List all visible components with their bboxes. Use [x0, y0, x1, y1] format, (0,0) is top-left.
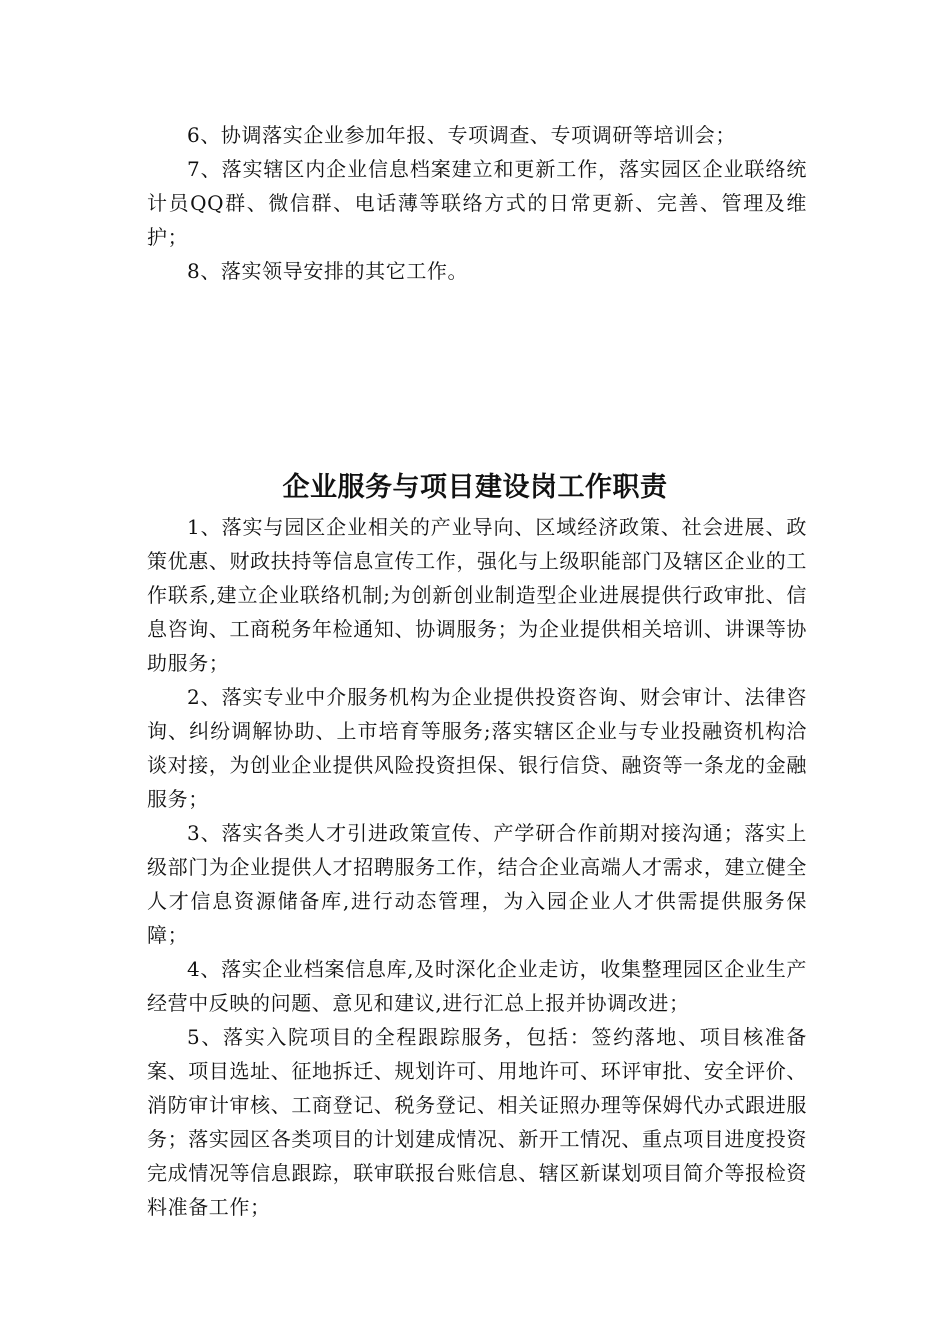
- service-duty-item-1: 1、落实与园区企业相关的产业导向、区域经济政策、社会进展、政策优惠、财政扶持等信息宣传工作，强化与上级职能部门及辖区企业的工作联系,建立企业联络机制;为创新创业制造型企业进展提供行政审批、信息咨询、工商税务年检通知、协调服务；为企业提供相关培训、讲课等协助服务；: [147, 515, 807, 675]
- service-duty-item-5: 5、落实入院项目的全程跟踪服务，包括：签约落地、项目核准备案、项目选址、征地拆迁、规划许可、用地许可、环评审批、安全评价、消防审计审核、工商登记、税务登记、相关证照办理等保姆代办式跟进服务；落实园区各类项目的计划建成情况、新开工情况、重点项目进度投资完成情况等信息跟踪，联审联报台账信息、辖区新谋划项目简介等报检资料准备工作；: [147, 1025, 807, 1219]
- enterprise-service-duty-list: [147, 510, 807, 1224]
- service-duty-item-2: 2、落实专业中介服务机构为企业提供投资咨询、财会审计、法律咨询、纠纷调解协助、上市培育等服务;落实辖区企业与专业投融资机构洽谈对接，为创业企业提供风险投资担保、银行信贷、融资等一条龙的金融服务；: [147, 685, 807, 811]
- service-duty-item-3: 3、落实各类人才引进政策宣传、产学研合作前期对接沟通；落实上级部门为企业提供人才招聘服务工作，结合企业高端人才需求，建立健全人才信息资源储备库,进行动态管理，为入园企业人才供需提供服务保障；: [147, 821, 807, 947]
- service-duty-item-4: 4、落实企业档案信息库,及时深化企业走访，收集整理园区企业生产经营中反映的问题、意见和建议,进行汇总上报并协调改进；: [147, 957, 807, 1015]
- duty-item-7: 7、落实辖区内企业信息档案建立和更新工作，落实园区企业联络统计员QQ群、微信群、电话薄等联络方式的日常更新、完善、管理及维护；: [147, 157, 807, 249]
- duty-item-8: 8、落实领导安排的其它工作。: [187, 259, 469, 283]
- duty-item-6: 6、协调落实企业参加年报、专项调查、专项调研等培训会；: [187, 123, 736, 147]
- continued-duty-list: [147, 118, 807, 288]
- section-title: 企业服务与项目建设岗工作职责: [282, 472, 668, 503]
